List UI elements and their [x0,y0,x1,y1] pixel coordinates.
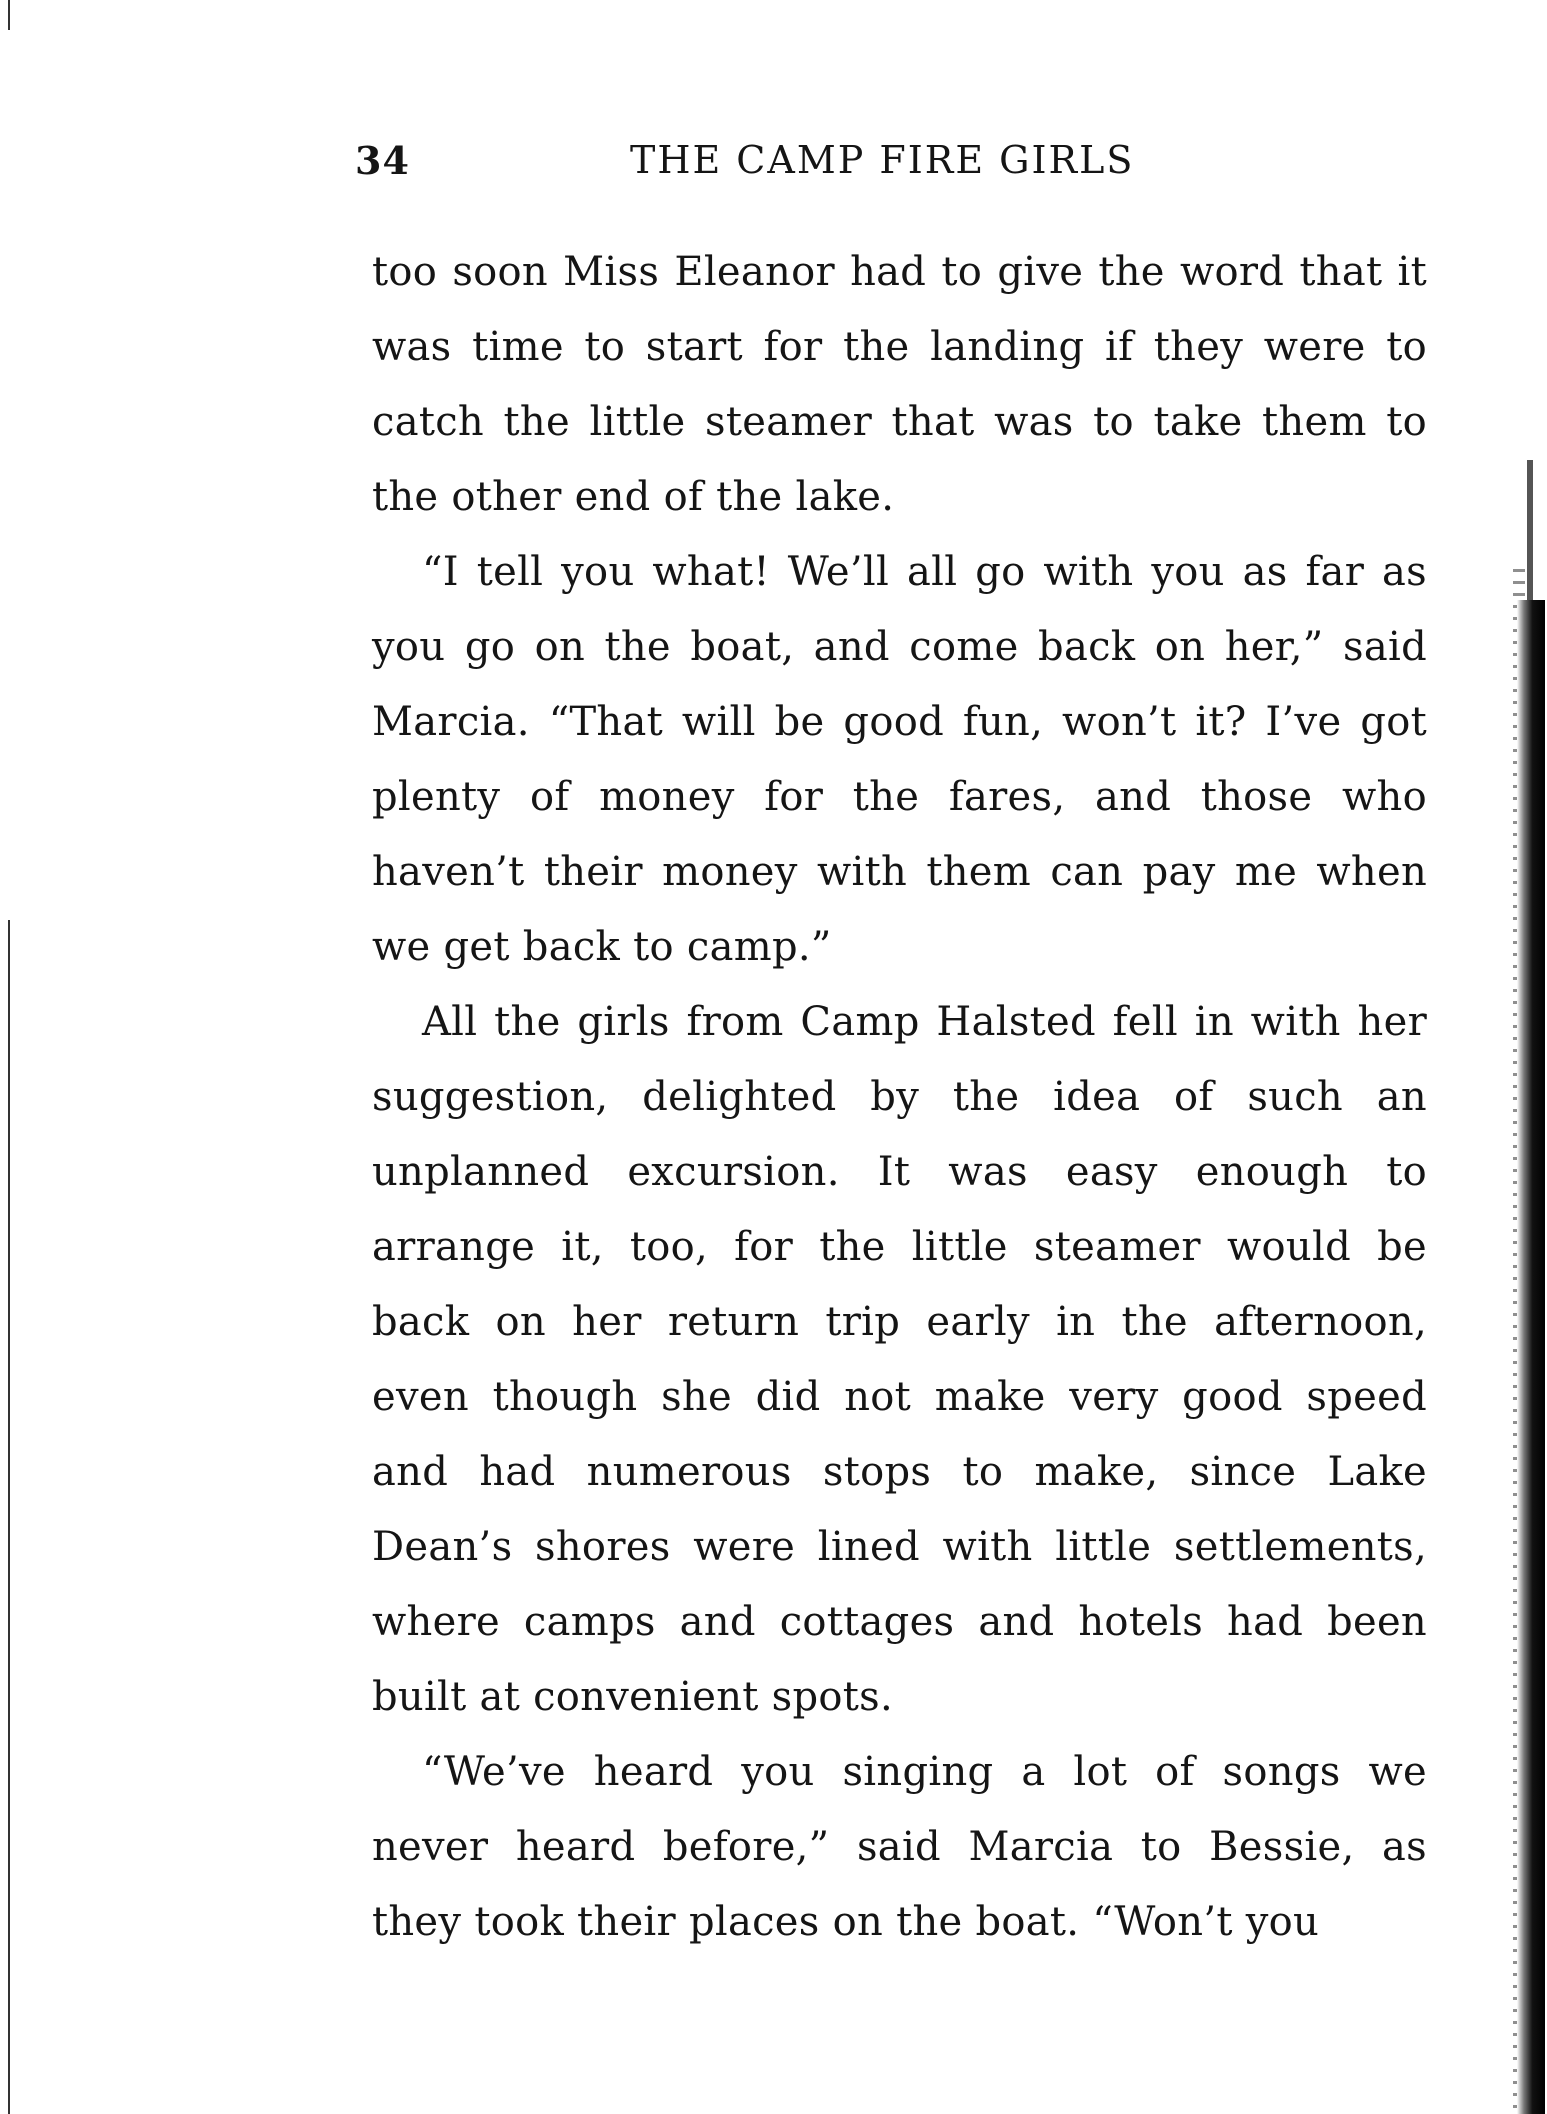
scan-left-edge-mark [8,0,10,30]
paragraph-3: All the girls from Camp Halsted fell in with her suggestion, delighted by the idea of such an unplanned excursion. It was easy enough to arrange it, too, for the little steamer would be back on her return trip early in the afternoon, even though she did not make very good speed and had numerous stops to make, since Lake Dean’s shores were lined with little settlements, where camps and cottages and hotels had been built at convenient spots. [372,999,1427,1720]
page-number: 34 [355,138,410,183]
running-head: THE CAMP FIRE GIRLS [630,138,1135,182]
binding-shadow [1517,600,1545,2114]
scan-left-edge-line [8,920,10,2114]
page-header [355,138,1475,198]
paragraph-2: “I tell you what! We’ll all go with you as far as you go on the boat, and come back on her,” said Marcia. “That will be good fun, won’t it? I’ve got plenty of money for the fares, and those who haven’t their money with them can pay me when we get back to camp.” [372,549,1427,970]
paragraph-4: “We’ve heard you singing a lot of songs we never heard before,” said Marcia to Bessie, as they took their places on the boat. “Won’t you [372,1749,1427,1945]
body-text [372,235,1427,1960]
binding-shadow-top [1527,460,1533,610]
paragraph-1: too soon Miss Eleanor had to give the word that it was time to start for the landing if they were to catch the little steamer that was to take them to the other end of the lake. [372,249,1427,520]
scan-binding-shadow [1477,0,1547,2114]
